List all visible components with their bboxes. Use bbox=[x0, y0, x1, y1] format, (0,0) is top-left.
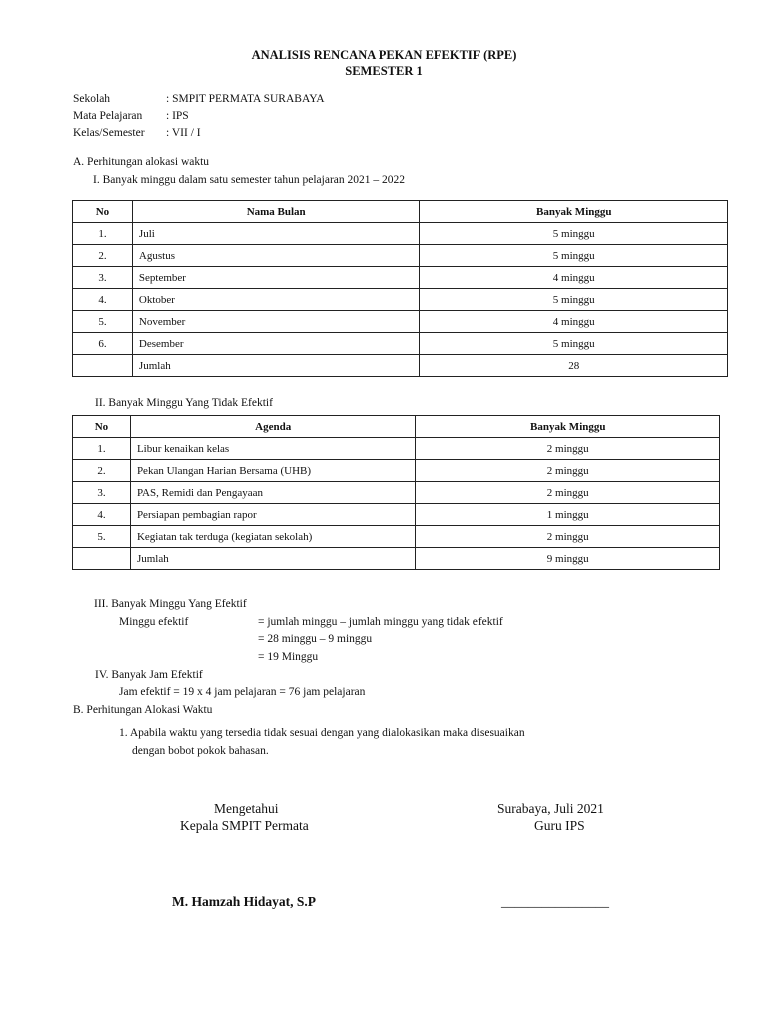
week-count: 5 minggu bbox=[420, 289, 728, 311]
info-label-school: Sekolah bbox=[73, 93, 111, 105]
column-header: No bbox=[73, 201, 133, 223]
signature-right-place-date: Surabaya, Juli 2021 bbox=[497, 801, 604, 816]
row-number: 3. bbox=[73, 267, 133, 289]
agenda-item: Persiapan pembagian rapor bbox=[130, 504, 416, 526]
week-count: 4 minggu bbox=[420, 267, 728, 289]
weeks-per-month-table bbox=[72, 200, 728, 377]
section-b-heading: B. Perhitungan Alokasi Waktu bbox=[73, 704, 213, 716]
row-number: 2. bbox=[73, 245, 133, 267]
formula-line-2: = 28 minggu – 9 minggu bbox=[258, 633, 373, 645]
table-row bbox=[73, 333, 728, 355]
part1-heading: I. Banyak minggu dalam satu semester tahun pelajaran 2021 – 2022 bbox=[93, 174, 406, 186]
table-row bbox=[73, 223, 728, 245]
column-header: Nama Bulan bbox=[132, 201, 420, 223]
row-number: 5. bbox=[73, 526, 131, 548]
row-number: 4. bbox=[73, 289, 133, 311]
section-b-item-line-1: 1. Apabila waktu yang tersedia tidak sesuai dengan yang dialokasikan maka disesuaikan bbox=[119, 727, 525, 739]
document-title: ANALISIS RENCANA PEKAN EFEKTIF (RPE) bbox=[251, 48, 517, 62]
row-number: 1. bbox=[73, 438, 131, 460]
month-name: November bbox=[132, 311, 420, 333]
info-value-school: : SMPIT PERMATA SURABAYA bbox=[166, 93, 325, 105]
table-header-row bbox=[73, 416, 720, 438]
table-row bbox=[73, 504, 720, 526]
signature-left-caption: Mengetahui bbox=[214, 801, 279, 816]
total-value: 28 bbox=[420, 355, 728, 377]
week-count: 5 minggu bbox=[420, 333, 728, 355]
week-count: 4 minggu bbox=[420, 311, 728, 333]
document-subtitle: SEMESTER 1 bbox=[345, 64, 423, 78]
table-row bbox=[73, 311, 728, 333]
column-header: Banyak Minggu bbox=[420, 201, 728, 223]
month-name: Agustus bbox=[132, 245, 420, 267]
table-total-row bbox=[73, 355, 728, 377]
formula-line-1: = jumlah minggu – jumlah minggu yang tidak efektif bbox=[258, 616, 503, 628]
signature-left-role: Kepala SMPIT Permata bbox=[180, 818, 309, 833]
formula-line-3: = 19 Minggu bbox=[258, 651, 319, 663]
total-label: Jumlah bbox=[132, 355, 420, 377]
info-value-subject: : IPS bbox=[166, 110, 189, 122]
week-count: 2 minggu bbox=[416, 526, 720, 548]
table-row bbox=[73, 482, 720, 504]
effective-weeks-label: Minggu efektif bbox=[119, 616, 189, 628]
effective-hours-text: Jam efektif = 19 x 4 jam pelajaran = 76 jam pelajaran bbox=[119, 686, 366, 698]
column-header: No bbox=[73, 416, 131, 438]
row-number: 2. bbox=[73, 460, 131, 482]
month-name: September bbox=[132, 267, 420, 289]
signature-right-blank-line: ________________ bbox=[501, 894, 609, 909]
part3-heading: III. Banyak Minggu Yang Efektif bbox=[94, 598, 247, 610]
row-number: 1. bbox=[73, 223, 133, 245]
table-row bbox=[73, 245, 728, 267]
row-number: 5. bbox=[73, 311, 133, 333]
row-number: 6. bbox=[73, 333, 133, 355]
table-row bbox=[73, 267, 728, 289]
table-row bbox=[73, 289, 728, 311]
agenda-item: PAS, Remidi dan Pengayaan bbox=[130, 482, 416, 504]
week-count: 5 minggu bbox=[420, 223, 728, 245]
agenda-item: Kegiatan tak terduga (kegiatan sekolah) bbox=[130, 526, 416, 548]
table-header-row bbox=[73, 201, 728, 223]
table-row bbox=[73, 460, 720, 482]
info-label-subject: Mata Pelajaran bbox=[73, 110, 143, 122]
part2-heading: II. Banyak Minggu Yang Tidak Efektif bbox=[95, 397, 273, 409]
row-number: 4. bbox=[73, 504, 131, 526]
info-label-class: Kelas/Semester bbox=[73, 127, 145, 139]
table-row bbox=[73, 526, 720, 548]
week-count: 2 minggu bbox=[416, 438, 720, 460]
signature-right-role: Guru IPS bbox=[534, 818, 585, 833]
table-row bbox=[73, 438, 720, 460]
info-value-class: : VII / I bbox=[166, 127, 201, 139]
week-count: 2 minggu bbox=[416, 482, 720, 504]
part4-heading: IV. Banyak Jam Efektif bbox=[95, 669, 203, 681]
week-count: 5 minggu bbox=[420, 245, 728, 267]
total-label: Jumlah bbox=[130, 548, 416, 570]
month-name: Desember bbox=[132, 333, 420, 355]
agenda-item: Pekan Ulangan Harian Bersama (UHB) bbox=[130, 460, 416, 482]
month-name: Oktober bbox=[132, 289, 420, 311]
column-header: Agenda bbox=[130, 416, 416, 438]
non-effective-weeks-table bbox=[72, 415, 720, 570]
agenda-item: Libur kenaikan kelas bbox=[130, 438, 416, 460]
empty-cell bbox=[73, 355, 133, 377]
total-value: 9 minggu bbox=[416, 548, 720, 570]
empty-cell bbox=[73, 548, 131, 570]
week-count: 2 minggu bbox=[416, 460, 720, 482]
signature-left-name: M. Hamzah Hidayat, S.P bbox=[172, 894, 316, 909]
month-name: Juli bbox=[132, 223, 420, 245]
week-count: 1 minggu bbox=[416, 504, 720, 526]
section-a-heading: A. Perhitungan alokasi waktu bbox=[73, 156, 210, 168]
column-header: Banyak Minggu bbox=[416, 416, 720, 438]
table-total-row bbox=[73, 548, 720, 570]
section-b-item-line-2: dengan bobot pokok bahasan. bbox=[132, 745, 269, 757]
row-number: 3. bbox=[73, 482, 131, 504]
